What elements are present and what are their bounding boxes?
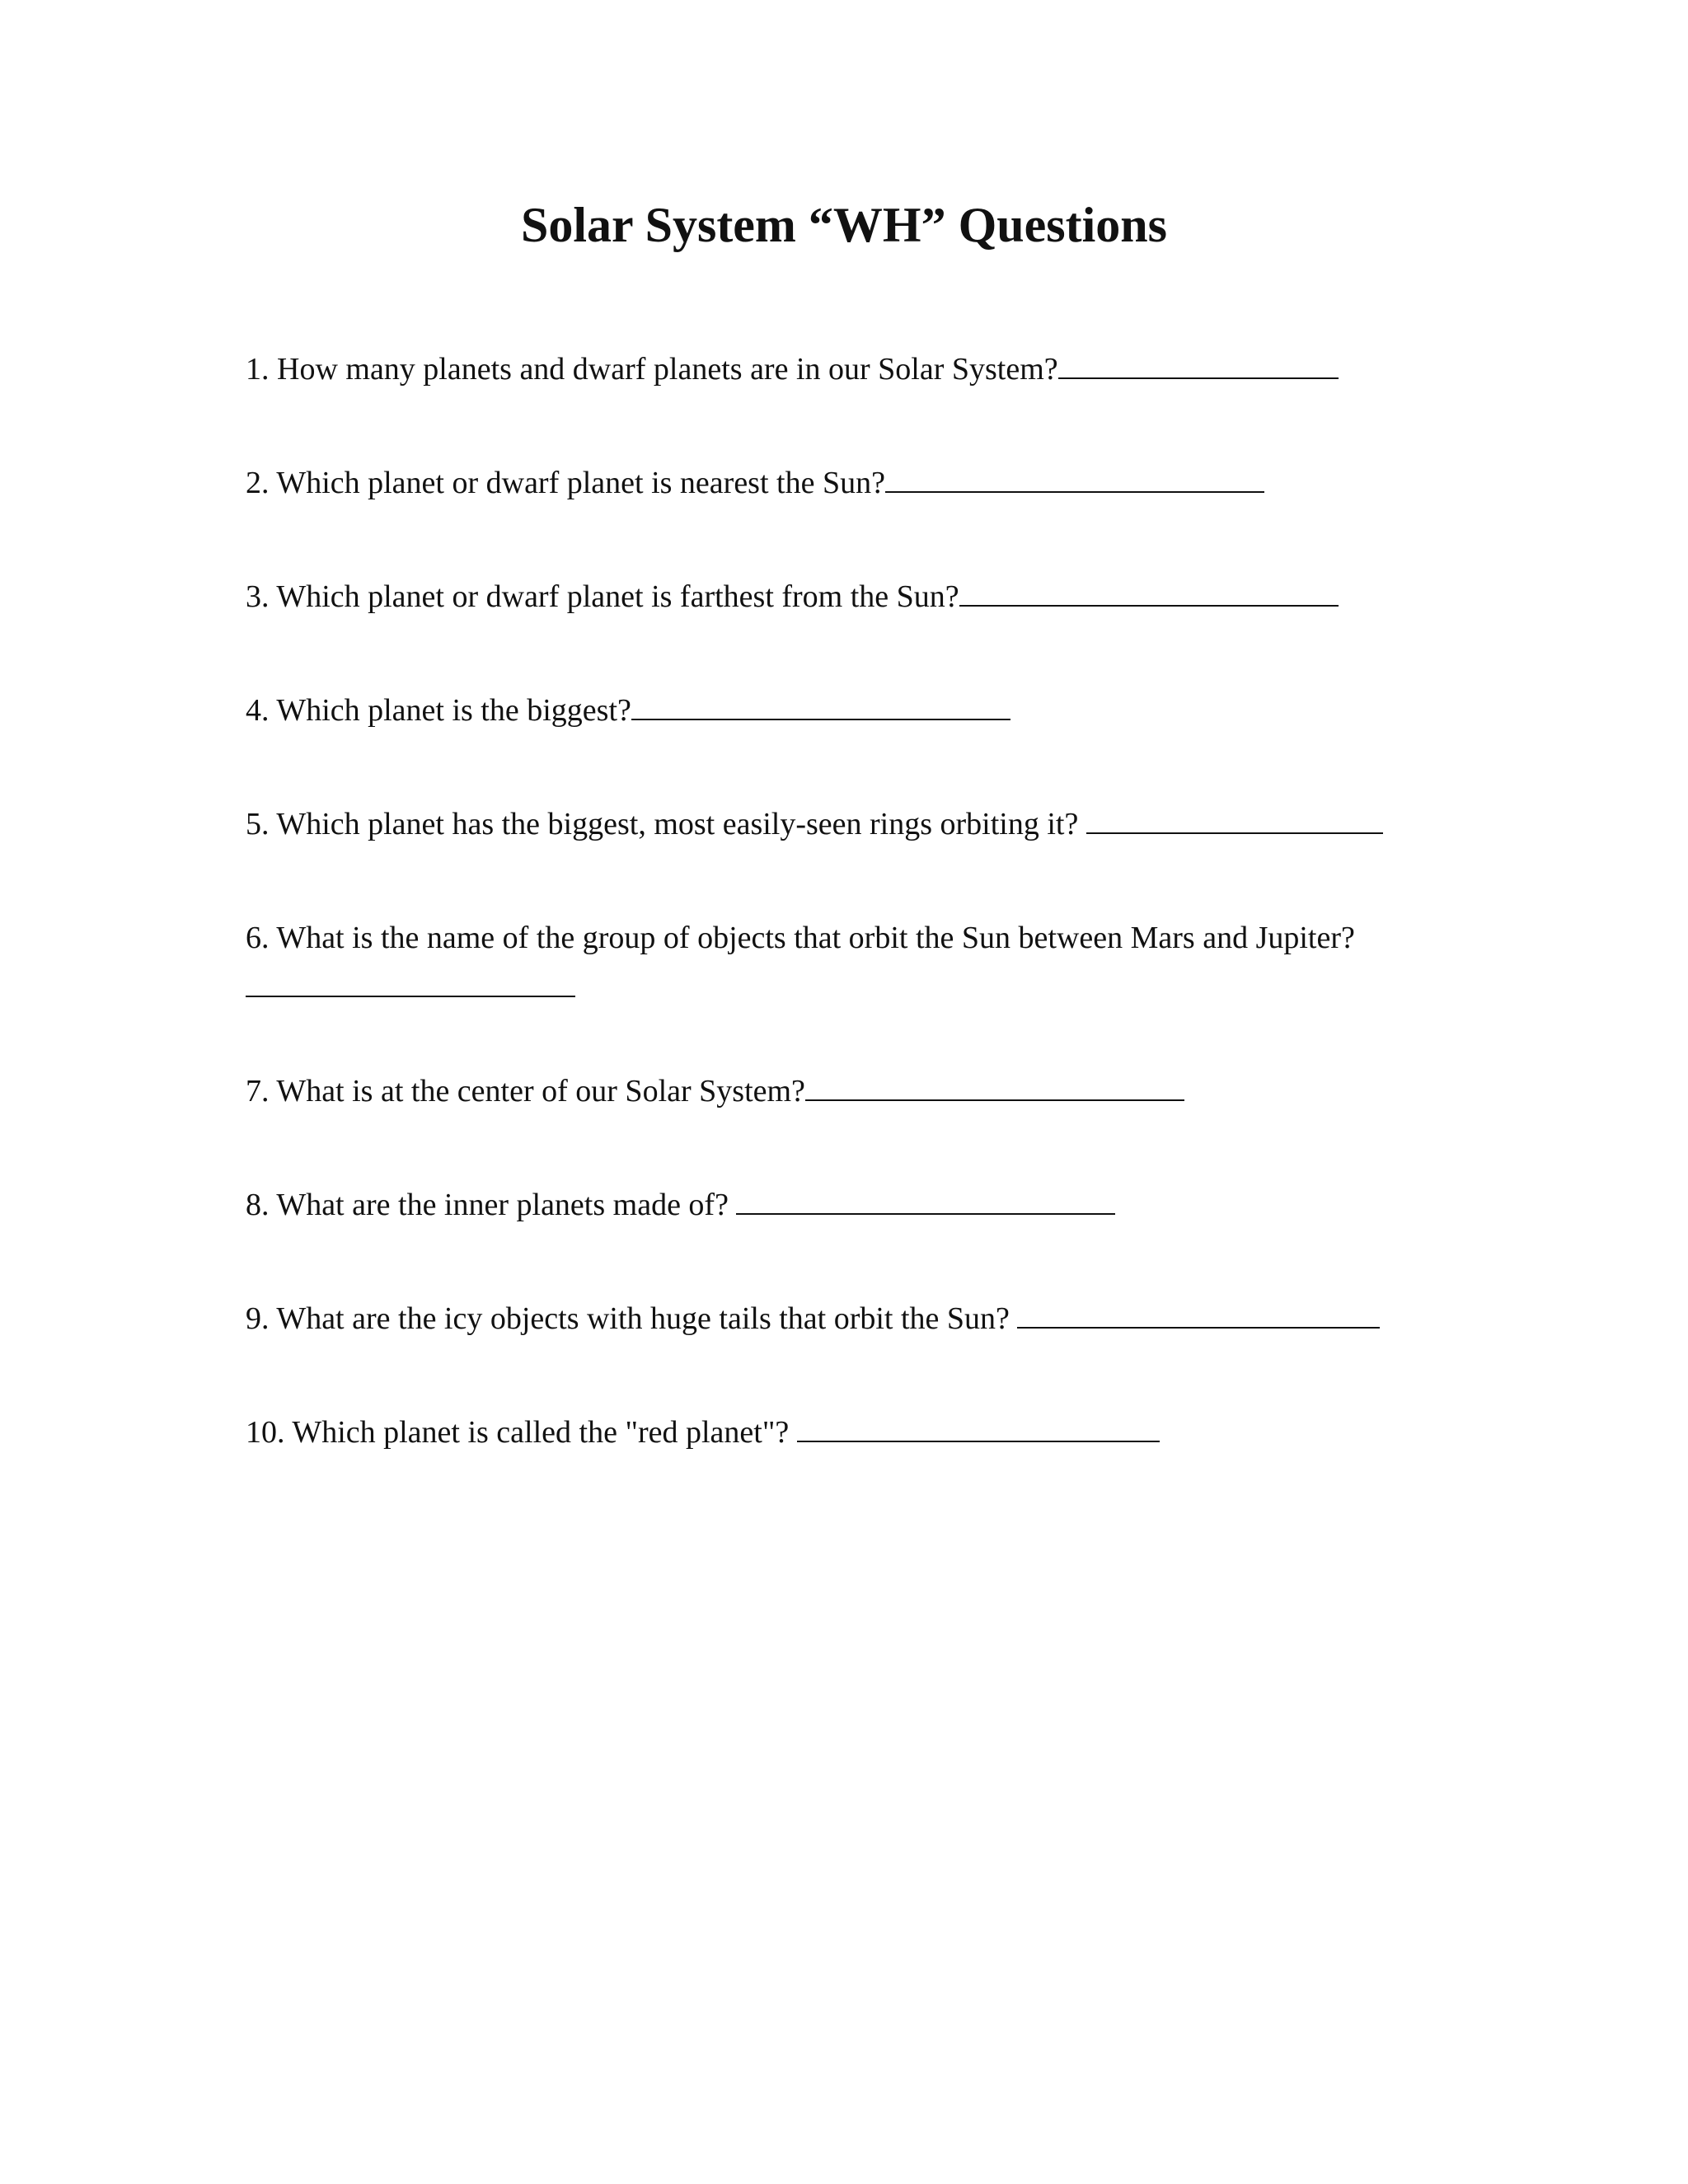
question-10 [246, 1404, 1482, 1460]
question-5 [246, 796, 1482, 852]
question-text: Which planet is the biggest? [276, 693, 631, 728]
question-number: 3. [246, 579, 270, 614]
question-number: 6. [246, 921, 270, 955]
answer-blank-8[interactable] [736, 1183, 1115, 1215]
question-text: What are the icy objects with huge tails that orbit the Sun? [276, 1301, 1010, 1336]
question-7 [246, 1063, 1482, 1119]
answer-blank-5[interactable] [1086, 803, 1383, 834]
question-text: Which planet has the biggest, most easily-seen rings orbiting it? [276, 807, 1079, 841]
question-number: 5. [246, 807, 270, 841]
answer-blank-1[interactable] [1058, 348, 1339, 379]
question-4 [246, 682, 1482, 738]
question-text: Which planet is called the "red planet"? [292, 1415, 790, 1450]
answer-blank-4[interactable] [631, 689, 1010, 720]
question-8 [246, 1177, 1482, 1233]
question-text: Which planet or dwarf planet is farthest from the Sun? [276, 579, 959, 614]
question-6 [246, 910, 1482, 997]
question-text: How many planets and dwarf planets are in our Solar System? [277, 352, 1058, 387]
page-title: Solar System “WH” Questions [521, 198, 1167, 252]
question-3 [246, 569, 1482, 625]
answer-blank-3[interactable] [959, 575, 1339, 607]
question-number: 2. [246, 466, 270, 500]
answer-blank-9[interactable] [1017, 1297, 1380, 1329]
question-number: 7. [246, 1074, 270, 1108]
question-text: What are the inner planets made of? [276, 1188, 729, 1222]
question-number: 8. [246, 1188, 270, 1222]
question-2 [246, 455, 1482, 511]
question-number: 10. [246, 1415, 285, 1450]
answer-blank-10[interactable] [797, 1411, 1160, 1442]
question-text: What is at the center of our Solar System? [276, 1074, 805, 1108]
question-number: 4. [246, 693, 270, 728]
question-number: 1. [246, 352, 270, 387]
answer-blank-7[interactable] [805, 1070, 1184, 1101]
answer-blank-2[interactable] [885, 462, 1264, 493]
question-1 [246, 341, 1482, 397]
question-9 [246, 1291, 1482, 1347]
question-6-line [246, 910, 1482, 966]
answer-blank-6[interactable] [246, 966, 575, 997]
question-text: What is the name of the group of objects that orbit the Sun between Mars and Jupiter? [276, 921, 1355, 955]
question-text: Which planet or dwarf planet is nearest the Sun? [276, 466, 885, 500]
question-number: 9. [246, 1301, 270, 1336]
